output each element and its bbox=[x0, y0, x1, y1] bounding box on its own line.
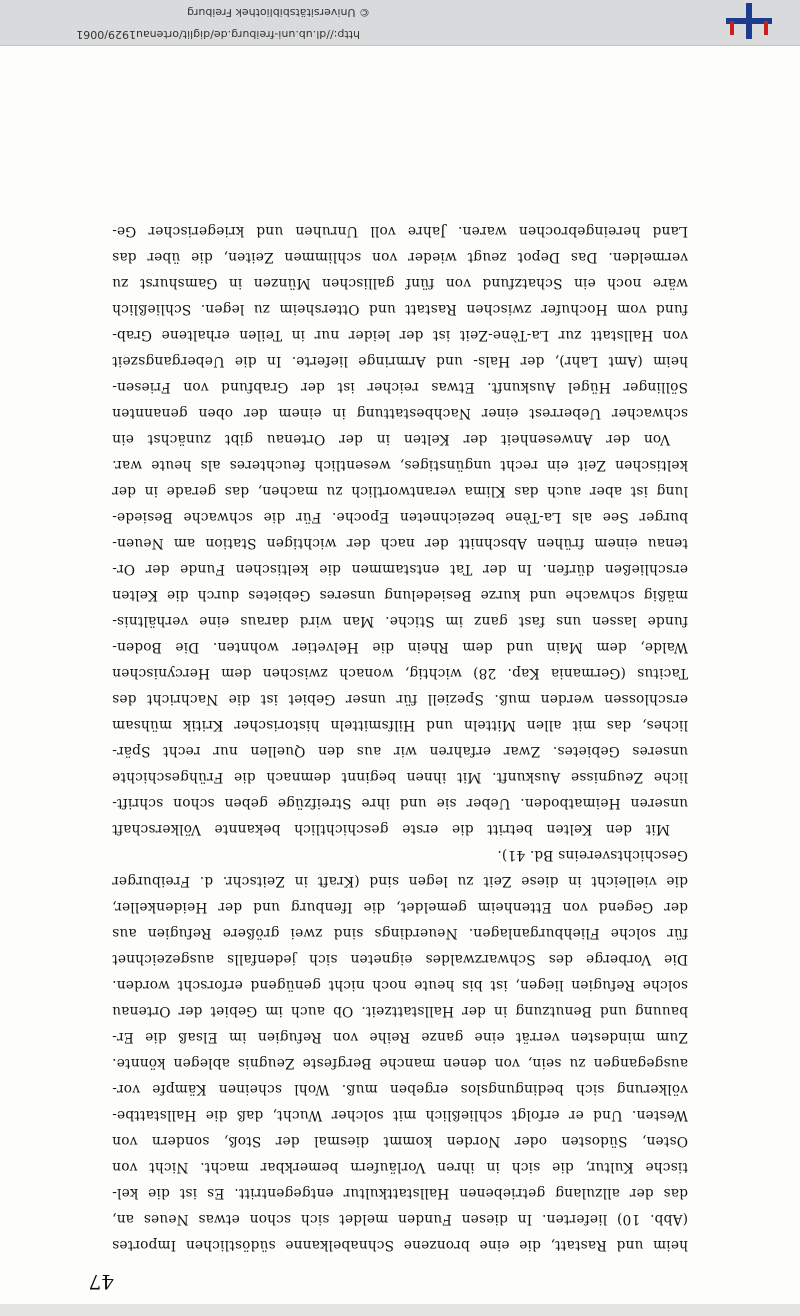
text-line: unseren Heimatboden. Ueber sie und ihre Streifzüge geben schon schrift- bbox=[112, 795, 688, 811]
text-line: Zum mindesten verrät eine ganze Reihe von Refugien im Elsaß die Er- bbox=[112, 1029, 688, 1045]
text-line: Mit den Kelten betritt die erste geschichtlich bekannte Völkerschaft bbox=[112, 821, 670, 837]
text-line: Die Vorberge des Schwarzwaldes eigneten sich jedenfalls ausgezeichnet bbox=[112, 951, 688, 967]
text-line: unseres Gebietes. Zwar erfahren wir aus den Quellen nur recht Spär- bbox=[112, 743, 688, 759]
text-line: vermelden. Das Depot zeugt wieder von schlimmen Zeiten, die über das bbox=[112, 249, 688, 265]
text-line: (Abb. 10) lieferten. In diesen Funden meldet sich schon etwas Neues an, bbox=[112, 1211, 688, 1227]
text-line: der Gegend von Ettenheim gemeldet, die Ifenburg und der Heidenkeller, bbox=[112, 899, 688, 915]
text-line: wäre noch ein Schatzfund von fünf gallischen Münzen in Gamshurst zu bbox=[112, 275, 688, 291]
text-line: heim und Rastatt, die eine bronzene Schnabelkanne südöstlichen Importes bbox=[112, 1237, 688, 1253]
text-line: für solche Fliehburganlagen. Neuerdings sind zwei größere Refugien aus bbox=[112, 925, 688, 941]
text-line: die vielleicht in diese Zeit zu legen sind (Kraft in Zeitschr. d. Freiburger bbox=[112, 873, 688, 889]
text-line: Westen. Und er erfolgt schließlich mit solcher Wucht, daß die Hallstattbe- bbox=[112, 1107, 688, 1123]
library-info-bar bbox=[0, 0, 800, 46]
text-line: tenau einem frühen Abschnitt der nach der wichtigen Station am Neuen- bbox=[112, 535, 688, 551]
text-line: erschlossen werden muß. Speziell für unser Gebiet ist die Nachricht des bbox=[112, 691, 688, 707]
text-line: Osten, Südosten oder Norden kommt diesmal der Stoß, sondern von bbox=[112, 1133, 688, 1149]
text-line: tische Kultur, die sich in ihren Vorläufern bemerkbar macht. Nicht von bbox=[112, 1159, 688, 1175]
source-url[interactable]: http://dl.ub.uni-freiburg.de/diglit/ortenau1929/0061 bbox=[76, 28, 360, 41]
text-line: solche Refugien liegen, ist bis heute noch nicht genügend erforscht worden. bbox=[112, 977, 688, 993]
text-line: ausgegangen zu sein, von denen manche Bergfeste Zeugnis ablegen könnte. bbox=[112, 1055, 688, 1071]
text-line: funde lassen uns fast ganz im Stiche. Man wird daraus eine verhältnis- bbox=[112, 613, 688, 629]
text-line: liche Zeugnisse Auskunft. Mit ihnen beginnt demnach die Frühgeschichte bbox=[112, 769, 688, 785]
copyright-notice: © Universitätsbibliothek Freiburg bbox=[187, 6, 370, 19]
university-library-logo-icon bbox=[726, 3, 772, 39]
text-line: mäßig schwache und kurze Besiedelung unseres Gebietes durch die Kelten bbox=[112, 587, 688, 603]
text-line: Walde, dem Main und dem Rhein die Helvetier wohnten. Die Boden- bbox=[112, 639, 688, 655]
text-line: Tacitus (Germania Kap. 28) wichtig, wonach zwischen dem Hercynischen bbox=[112, 665, 688, 681]
text-line: keltischen Zeit ein recht ungünstiges, wesentlich feuchteres als heute war. bbox=[112, 457, 688, 473]
text-line: burger See als La-Tène bezeichneten Epoche. Für die schwache Besiede- bbox=[112, 509, 688, 525]
text-line: schwacher Ueberrest einer Nachbestattung in einem der oben genannten bbox=[112, 405, 688, 421]
text-line: Söllinger Hügel Auskunft. Etwas reicher ist der Grabfund von Friesen- bbox=[112, 379, 688, 395]
text-line: Geschichtsvereins Bd. 41). bbox=[497, 847, 688, 863]
text-line: heim (Amt Lahr), der Hals- und Armringe lieferte. In die Uebergangszeit bbox=[112, 353, 688, 369]
text-line: erschließen dürfen. In der Tat entstammen die keltischen Funde der Or- bbox=[112, 561, 688, 577]
text-line: bauung und Benutzung in der Hallstattzeit. Ob auch im Gebiet der Ortenau bbox=[112, 1003, 688, 1019]
text-line: von Hallstatt zur La-Tène-Zeit ist der leider nur in Teilen erhaltene Grab- bbox=[112, 327, 688, 343]
scan-edge-strip bbox=[0, 1304, 800, 1316]
text-line: das der allzulang getriebenen Hallstattkultur entgegentritt. Es ist die kel- bbox=[112, 1185, 688, 1201]
text-line: Land hereingebrochen waren. Jahre voll Unruhen und kriegerischer Ge- bbox=[112, 223, 688, 239]
body-text bbox=[112, 218, 688, 1258]
page-number: 47 bbox=[88, 1270, 114, 1294]
text-line: lung ist aber auch das Klima verantwortlich zu machen, das gerade in der bbox=[112, 483, 688, 499]
text-line: fund vom Hochufer zwischen Rastatt und Ottersheim zu legen. Schließlich bbox=[112, 301, 688, 317]
text-line: Von der Anwesenheit der Kelten in der Ortenau gibt zunächst ein bbox=[112, 431, 670, 447]
text-line: völkerung sich bedingungslos ergeben muß. Wohl scheinen Kämpfe vor- bbox=[112, 1081, 688, 1097]
text-line: liches, das mit allen Mitteln und Hilfsmitteln historischer Kritik mühsam bbox=[112, 717, 688, 733]
